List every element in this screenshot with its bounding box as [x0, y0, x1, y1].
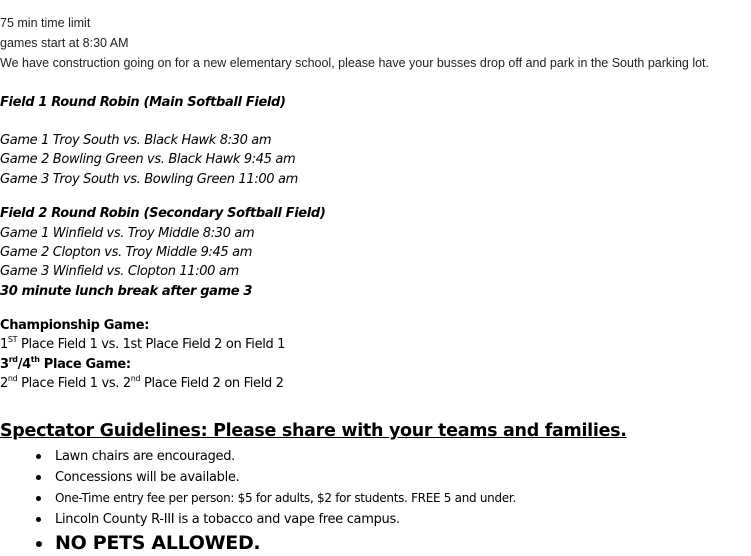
list-item: One-Time entry fee per person: $5 for adults, $2 for students. FREE 5 and under.	[0, 488, 516, 509]
field1-game-2: Game 2 Bowling Green vs. Black Hawk 9:45 am	[0, 152, 296, 167]
list-item: Concessions will be available.	[0, 467, 516, 488]
time-limit-text: 75 min time limit	[0, 16, 91, 30]
third-fourth-heading: 3rd/4th Place Game:	[0, 355, 131, 372]
bullet-icon	[36, 454, 41, 459]
bullet-icon	[36, 517, 41, 522]
bullet-icon	[36, 541, 42, 547]
third-fourth-matchup: 2nd Place Field 1 vs. 2nd Place Field 2 on Field 2	[0, 374, 284, 391]
bullet-icon	[36, 496, 41, 501]
field2-game-2: Game 2 Clopton vs. Troy Middle 9:45 am	[0, 245, 253, 260]
start-time-text: games start at 8:30 AM	[0, 36, 129, 50]
lunch-break-note: 30 minute lunch break after game 3	[0, 284, 253, 299]
field2-heading: Field 2 Round Robin (Secondary Softball Field)	[0, 206, 326, 221]
list-item: Lincoln County R-III is a tobacco and vape free campus.	[0, 509, 516, 530]
spectator-guidelines-heading: Spectator Guidelines: Please share with your teams and families.	[0, 421, 627, 441]
bullet-icon	[36, 475, 41, 480]
construction-note: We have construction going on for a new elementary school, please have your busses drop off and park in the South parking lot.	[0, 56, 709, 70]
spectator-guidelines-list	[0, 446, 516, 556]
field2-game-3: Game 3 Winfield vs. Clopton 11:00 am	[0, 264, 239, 279]
list-item: Lawn chairs are encouraged.	[0, 446, 516, 467]
championship-matchup: 1ST Place Field 1 vs. 1st Place Field 2 on Field 1	[0, 335, 286, 352]
field1-heading: Field 1 Round Robin (Main Softball Field)	[0, 95, 286, 110]
field1-game-1: Game 1 Troy South vs. Black Hawk 8:30 am	[0, 133, 272, 148]
championship-heading: Championship Game:	[0, 318, 150, 333]
list-item: NO PETS ALLOWED.	[0, 530, 516, 556]
field1-game-3: Game 3 Troy South vs. Bowling Green 11:00 am	[0, 172, 298, 187]
field2-game-1: Game 1 Winfield vs. Troy Middle 8:30 am	[0, 226, 255, 241]
